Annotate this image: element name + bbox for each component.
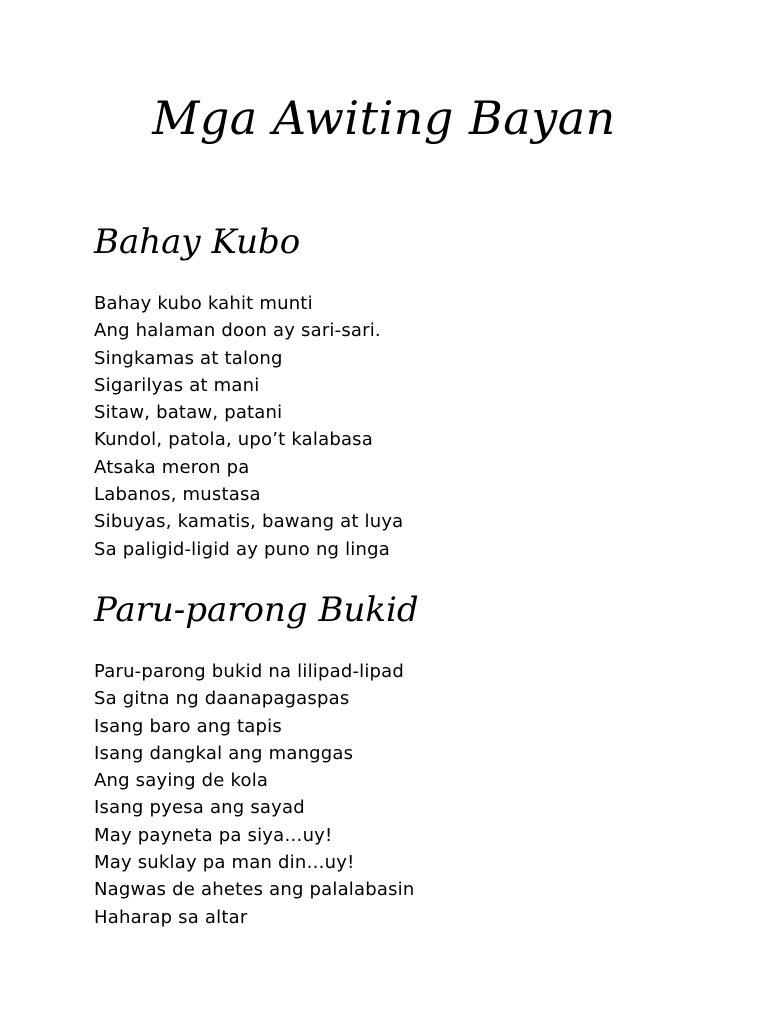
song-title: Bahay Kubo [94,222,301,262]
lyric-line: Paru-parong bukid na lilipad-lipad [94,661,405,682]
lyric-line: Sa paligid-ligid ay puno ng linga [94,538,390,560]
lyric-line: Kundol, patola, upo’t kalabasa [94,429,373,451]
lyric-line: Haharap sa altar [94,906,248,928]
lyric-line: May suklay pa man din…uy! [94,852,355,874]
lyric-line: May payneta pa siya…uy! [94,824,333,846]
page-title: Mga Awiting Bayan [152,91,616,145]
lyric-line: Sibuyas, kamatis, bawang at luya [94,511,404,533]
lyrics-list [94,290,734,563]
lyric-line: Sa gitna ng daanapagaspas [94,688,350,710]
lyric-line: Isang dangkal ang manggas [94,742,354,764]
lyric-line: Atsaka meron pa [94,456,250,478]
lyric-line: Bahay kubo kahit munti [94,293,313,314]
lyric-line: Singkamas at talong [94,347,283,369]
lyric-line: Isang pyesa ang sayad [94,797,305,819]
song-bahay-kubo [94,218,734,563]
lyric-line: Sitaw, bataw, patani [94,402,283,424]
lyric-line: Sigarilyas at mani [94,374,260,396]
lyric-line: Ang saying de kola [94,770,269,792]
song-paru-parong-bukid [94,586,734,931]
lyric-line: Labanos, mustasa [94,484,261,506]
lyrics-list [94,658,734,931]
lyric-line: Nagwas de ahetes ang palalabasin [94,879,415,901]
lyric-line: Ang halaman doon ay sari-sari. [94,320,381,342]
song-title: Paru-parong Bukid [94,590,419,630]
lyric-line: Isang baro ang tapis [94,715,282,737]
